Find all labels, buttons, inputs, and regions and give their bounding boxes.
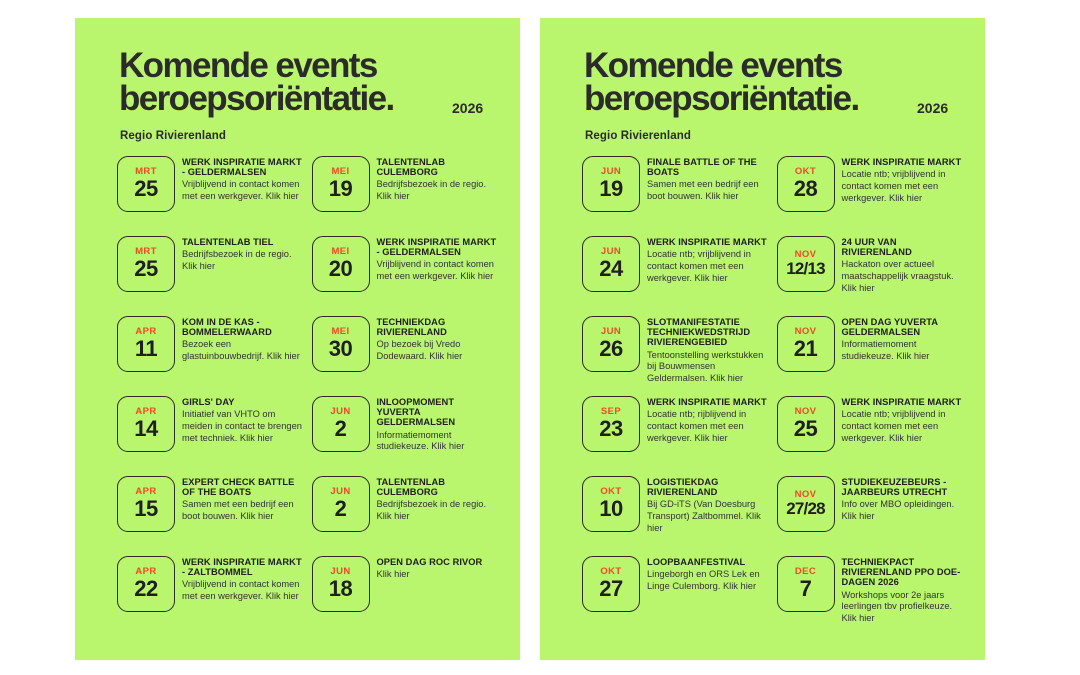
event-text <box>182 394 306 444</box>
event-text <box>182 234 306 273</box>
event-text <box>647 314 771 385</box>
page-2-title-block <box>584 46 859 118</box>
event-row[interactable] <box>117 394 306 474</box>
event-description[interactable]: Workshops voor 2e jaars leerlingen tbv profielkeuze. Klik hier <box>841 589 953 624</box>
event-month: JUN <box>600 325 622 337</box>
event-month: JUN <box>330 405 351 417</box>
event-row[interactable] <box>312 474 501 554</box>
event-month: OKT <box>794 165 817 177</box>
event-description[interactable]: Samen met een bedrijf een boot bouwen. Klik hier <box>647 179 759 202</box>
event-day: 28 <box>793 175 818 201</box>
event-row[interactable] <box>117 234 306 314</box>
event-row[interactable] <box>312 554 501 634</box>
event-day: 10 <box>599 495 623 521</box>
event-month: JUN <box>330 485 351 497</box>
event-month: NOV <box>794 325 817 337</box>
event-description[interactable]: Tentoonstelling werkstukken bij Bouwmensen Geldermalsen. Klik hier <box>647 349 764 384</box>
event-title: TALENTENLAB CULEMBORG <box>376 157 446 178</box>
event-day: 23 <box>599 415 623 441</box>
event-day: 14 <box>134 415 158 441</box>
event-row[interactable] <box>777 394 966 474</box>
event-day: 21 <box>793 335 818 361</box>
poster-page-1 <box>75 18 520 660</box>
page-title-line-2: beroepsoriëntatie. <box>584 78 859 118</box>
event-title: KOM IN DE KAS - BOMMELERWAARD <box>182 317 272 338</box>
event-text <box>647 394 771 444</box>
event-row[interactable] <box>312 154 501 234</box>
event-row[interactable] <box>777 554 966 634</box>
event-title: EXPERT CHECK BATTLE OF THE BOATS <box>182 477 295 498</box>
event-title: WERK INSPIRATIE MARKT <box>841 157 962 167</box>
event-row[interactable] <box>582 154 771 234</box>
event-title: TALENTENLAB TIEL <box>182 237 274 247</box>
event-day: 25 <box>793 415 818 441</box>
event-text <box>377 234 501 283</box>
event-title: TECHNIEKDAG RIVIERENLAND <box>376 317 447 338</box>
event-day: 2 <box>334 495 347 521</box>
event-title: WERK INSPIRATIE MARKT - GELDERMALSEN <box>376 237 497 258</box>
event-text <box>647 154 771 203</box>
page-1-column-1 <box>117 154 306 634</box>
event-date-box <box>312 156 370 212</box>
event-day: 18 <box>328 575 353 601</box>
event-title: WERK INSPIRATIE MARKT <box>841 397 962 407</box>
event-text <box>182 474 306 523</box>
event-month: SEP <box>600 405 622 417</box>
event-row[interactable] <box>117 474 306 554</box>
event-day: 24 <box>599 255 623 281</box>
event-title: WERK INSPIRATIE MARKT - GELDERMALSEN <box>182 157 302 178</box>
event-month: JUN <box>600 245 622 257</box>
event-day: 25 <box>134 255 158 281</box>
event-text <box>377 154 501 203</box>
event-month: MEI <box>331 165 350 177</box>
page-1-subtitle: Regio Rivierenland <box>120 130 226 142</box>
event-row[interactable] <box>312 314 501 394</box>
event-title: OPEN DAG YUVERTA GELDERMALSEN <box>841 317 938 338</box>
event-date-box <box>777 156 835 212</box>
page-1-columns <box>97 152 500 634</box>
event-text <box>842 154 966 204</box>
event-title: TALENTENLAB CULEMBORG <box>376 477 446 498</box>
event-day: 27/28 <box>786 498 825 518</box>
event-month: APR <box>135 485 157 497</box>
event-day: 12/13 <box>786 258 825 278</box>
event-month: MRT <box>135 165 157 177</box>
event-date-box <box>582 396 640 452</box>
event-title: TECHNIEKPACT RIVIERENLAND PPO DOE-DAGEN 2026 <box>841 557 961 588</box>
event-title: SLOTMANIFESTATIE TECHNIEKWEDSTRIJD RIVIERENGEBIED <box>647 317 751 348</box>
event-description[interactable]: Hackaton over actueel maatschappelijk vraagstuk. Klik hier <box>841 259 954 293</box>
event-date-box <box>777 476 835 532</box>
event-row[interactable] <box>582 474 771 554</box>
event-day: 11 <box>134 335 158 361</box>
event-date-box <box>117 396 175 452</box>
event-month: MRT <box>135 245 157 257</box>
event-title: LOOPBAANFESTIVAL <box>647 557 746 567</box>
event-date-box <box>777 236 835 292</box>
event-day: 19 <box>599 175 623 201</box>
event-row[interactable] <box>117 314 306 394</box>
event-day: 30 <box>328 335 353 361</box>
page-2-header <box>562 44 965 152</box>
event-title: WERK INSPIRATIE MARKT <box>647 397 767 407</box>
poster-page-2 <box>540 18 985 660</box>
event-title: STUDIEKEUZEBEURS - JAARBEURS UTRECHT <box>841 477 948 498</box>
page-1-header <box>97 44 500 152</box>
event-text <box>842 554 966 625</box>
event-date-box <box>312 316 370 372</box>
event-description[interactable]: Informatiemoment studiekeuze. Klik hier <box>376 429 465 452</box>
event-text <box>182 314 306 363</box>
event-text <box>182 554 306 603</box>
event-title: LOGISTIEKDAG RIVIERENLAND <box>647 477 719 498</box>
event-title: 24 UUR VAN RIVIERENLAND <box>841 237 912 258</box>
event-row[interactable] <box>582 554 771 634</box>
event-date-box <box>312 476 370 532</box>
page-2-year: 2026 <box>917 100 949 116</box>
page-2-subtitle: Regio Rivierenland <box>585 130 691 142</box>
event-description[interactable]: Bedrijfsbezoek in de regio. Klik hier <box>182 249 292 271</box>
event-title: GIRLS' DAY <box>182 397 235 407</box>
event-month: NOV <box>794 488 817 500</box>
event-month: OKT <box>600 485 622 497</box>
event-description[interactable]: Bedrijfsbezoek in de regio. Klik hier <box>376 499 487 522</box>
event-day: 2 <box>334 415 347 441</box>
event-description[interactable]: Lingeborgh en ORS Lek en Linge Culemborg. Klik hier <box>647 569 760 591</box>
event-day: 26 <box>599 335 623 361</box>
event-description[interactable]: Klik hier <box>376 569 410 580</box>
event-text <box>377 554 501 581</box>
event-row[interactable] <box>777 154 966 234</box>
event-month: NOV <box>794 248 817 260</box>
event-month: NOV <box>794 405 817 417</box>
event-date-box <box>777 396 835 452</box>
event-month: JUN <box>330 565 351 577</box>
event-date-box <box>117 236 175 292</box>
event-row[interactable] <box>777 314 966 394</box>
event-description[interactable]: Bezoek een glastuinbouwbedrijf. Klik hier <box>182 339 300 362</box>
event-description[interactable]: Locatie ntb; vrijblijvend in contact komen met een werkgever. Klik hier <box>841 409 946 443</box>
event-month: JUN <box>600 165 622 177</box>
page-title-line-1: Komende events <box>119 46 377 85</box>
event-description[interactable]: Locatie ntb; vrijblijvend in contact komen met een werkgever. Klik hier <box>647 249 751 283</box>
event-row[interactable] <box>777 474 966 554</box>
event-month: APR <box>135 565 157 577</box>
page-1-year: 2026 <box>452 100 484 116</box>
event-text <box>377 394 501 453</box>
page-1-column-2 <box>312 154 501 634</box>
event-row[interactable] <box>312 394 501 474</box>
event-day: 22 <box>134 575 158 601</box>
event-description[interactable]: Vrijblijvend in contact komen met een werkgever. Klik hier <box>376 259 494 282</box>
event-row[interactable] <box>777 234 966 314</box>
page-2-column-1 <box>582 154 771 634</box>
event-date-box <box>582 236 640 292</box>
event-date-box <box>582 316 640 372</box>
event-text <box>377 314 501 363</box>
event-day: 25 <box>134 175 158 201</box>
page-2-column-2 <box>777 154 966 634</box>
event-date-box <box>117 476 175 532</box>
page-1-title-block <box>119 46 394 118</box>
event-description[interactable]: Bedrijfsbezoek in de regio. Klik hier <box>376 179 487 202</box>
event-row[interactable] <box>582 234 771 314</box>
event-day: 19 <box>328 175 353 201</box>
event-description[interactable]: Vrijblijvend in contact komen met een werkgever. Klik hier <box>182 179 300 202</box>
event-date-box <box>117 156 175 212</box>
event-date-box <box>312 556 370 612</box>
event-description[interactable]: Locatie ntb; rijblijvend in contact komen met een werkgever. Klik hier <box>647 409 747 443</box>
event-row[interactable] <box>117 554 306 634</box>
event-date-box <box>582 156 640 212</box>
event-title: INLOOPMOMENT YUVERTA GELDERMALSEN <box>376 397 456 428</box>
event-date-box <box>312 396 370 452</box>
event-description[interactable]: Op bezoek bij Vredo Dodewaard. Klik hier <box>376 339 463 362</box>
event-description[interactable]: Initiatief van VHTO om meiden in contact te brengen met techniek. Klik hier <box>182 409 302 443</box>
event-description[interactable]: Info over MBO opleidingen. Klik hier <box>841 499 955 522</box>
event-row[interactable] <box>582 314 771 394</box>
event-description[interactable]: Samen met een bedrijf een boot bouwen. Klik hier <box>182 499 294 522</box>
event-date-box <box>312 236 370 292</box>
event-text <box>182 154 306 203</box>
event-day: 7 <box>799 575 812 601</box>
event-row[interactable] <box>582 394 771 474</box>
event-date-box <box>777 316 835 372</box>
event-description[interactable]: Informatiemoment studiekeuze. Klik hier <box>841 339 930 362</box>
event-day: 20 <box>328 255 353 281</box>
event-title: WERK INSPIRATIE MARKT <box>647 237 767 247</box>
event-text <box>842 474 966 523</box>
event-date-box <box>582 476 640 532</box>
event-date-box <box>777 556 835 612</box>
event-text <box>647 474 771 535</box>
event-month: OKT <box>600 565 622 577</box>
event-text <box>842 314 966 363</box>
page-title-line-2: beroepsoriëntatie. <box>119 78 394 118</box>
event-title: OPEN DAG ROC RIVOR <box>376 557 483 567</box>
event-row[interactable] <box>117 154 306 234</box>
event-day: 27 <box>599 575 623 601</box>
event-month: MEI <box>331 325 350 337</box>
event-date-box <box>582 556 640 612</box>
event-text <box>842 394 966 444</box>
event-date-box <box>117 556 175 612</box>
event-title: WERK INSPIRATIE MARKT - ZALTBOMMEL <box>182 557 302 578</box>
event-description[interactable]: Locatie ntb; vrijblijvend in contact komen met een werkgever. Klik hier <box>841 169 946 203</box>
event-month: DEC <box>794 565 817 577</box>
event-row[interactable] <box>312 234 501 314</box>
event-text <box>842 234 966 295</box>
event-title: FINALE BATTLE OF THE BOATS <box>647 157 757 178</box>
event-text <box>377 474 501 523</box>
event-month: APR <box>135 325 157 337</box>
page-2-columns <box>562 152 965 634</box>
event-text <box>647 554 771 593</box>
event-description[interactable]: Vrijblijvend in contact komen met een werkgever. Klik hier <box>182 579 300 602</box>
event-text <box>647 234 771 284</box>
event-date-box <box>117 316 175 372</box>
page-title-line-1: Komende events <box>584 46 842 85</box>
event-month: MEI <box>331 245 350 257</box>
event-month: APR <box>135 405 157 417</box>
event-day: 15 <box>134 495 158 521</box>
event-description[interactable]: Bij GD-iTS (Van Doesburg Transport) Zaltbommel. Klik hier <box>647 499 761 533</box>
